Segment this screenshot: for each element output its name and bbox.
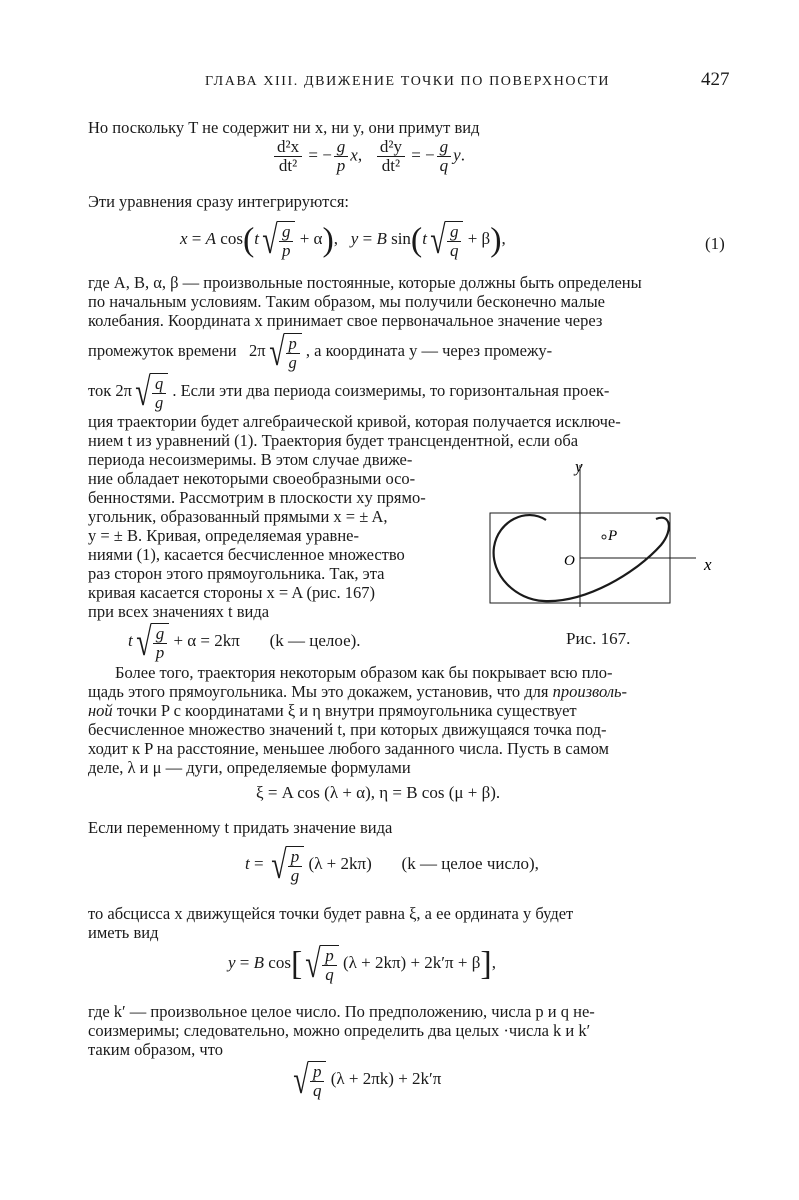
paragraph-1: Но поскольку T не содержит ни x, ни y, они примут вид [88, 118, 480, 137]
p3-line-11: угольник, образованный прямыми x = ± A, [88, 507, 388, 526]
equation-5: y = B cos[√ $\frac{p}{q}$ (λ + 2kπ) + 2k′π + β], [228, 941, 496, 986]
equation-1-number: (1) [705, 234, 725, 253]
equation-3: ξ = A cos (λ + α), η = B cos (μ + β). [256, 783, 501, 802]
figure-167 [486, 455, 726, 615]
p3-line-6: ция траектории будет алгебраической кривой, которая получается исключе- [88, 412, 621, 431]
p7-line-1: где k′ — произвольное целое число. По предположению, числа p и q не- [88, 1002, 595, 1021]
equation-tangent: t√ $\frac{g}{p}$ + α = 2kπ (k — целое). [128, 619, 361, 664]
point-p-marker [602, 535, 606, 539]
p4-line-3b: точки P с координатами ξ и η внутри прямоугольника существует [116, 701, 577, 720]
p3-line-3: колебания. Координата x принимает свое первоначальное значение через [88, 311, 603, 330]
p4-line-2 [88, 682, 627, 701]
p6-line-1: то абсцисса x движущейся точки будет равна ξ, а ее ордината y будет [88, 904, 574, 923]
equation-5-mid: (λ + 2kπ) + 2k′π + β [342, 952, 481, 972]
p4-line-3 [88, 701, 577, 720]
equation-tangent-tail: + α = 2kπ [173, 630, 240, 650]
figure-167-svg [486, 455, 726, 615]
p3-line-8: периода несоизмеримы. В этом случае движе- [88, 450, 413, 469]
p3-line-10: бенностями. Рассмотрим в плоскости xy прямо- [88, 488, 426, 507]
equation-4: t = √ $\frac{p}{g}$ (λ + 2kπ) (k — целое число), [245, 842, 539, 887]
p4-line-6: деле, λ и μ — дуги, определяемые формулами [88, 758, 411, 777]
p3-line-4a: промежуток времени [88, 340, 237, 360]
p3-line-4: промежуток времени 2π√ $\frac{p}{g}$ , а координата y — через промежу- [88, 329, 553, 374]
p4-line-5: ходит к P на расстояние, меньшее любого заданного числа. Пусть в самом [88, 739, 609, 758]
equation-6-tail: (λ + 2πk) + 2k′π [330, 1068, 442, 1088]
figure-caption: Рис. 167. [566, 629, 631, 648]
running-title: ГЛАВА XIII. ДВИЖЕНИЕ ТОЧКИ ПО ПОВЕРХНОСТИ [205, 74, 611, 89]
p3-line-5a: ток [88, 380, 112, 400]
p3-line-14: раз сторон этого прямоугольника. Так, эта [88, 564, 385, 583]
p7-line-3: таким образом, что [88, 1040, 223, 1059]
paragraph-5: Если переменному t придать значение вида [88, 818, 393, 837]
p3-line-1: где A, B, α, β — произвольные постоянные, которые должны быть определены [88, 273, 642, 292]
paragraph-2: Эти уравнения сразу интегрируются: [88, 192, 349, 211]
p3-line-2: по начальным условиям. Таким образом, мы получили бесконечно малые [88, 292, 606, 311]
p6-line-2: иметь вид [88, 923, 159, 942]
p3-line-7: нием t из уравнений (1). Траектория будет трансцендентной, если оба [88, 431, 579, 450]
p3-line-12: y = ± B. Кривая, определяемая уравне- [88, 526, 359, 545]
p4-line-3a: ной [88, 701, 113, 720]
p3-line-13: ниями (1), касается бесчисленное множество [88, 545, 405, 564]
equation-6: √ $\frac{p}{q}$ (λ + 2πk) + 2k′π [293, 1057, 442, 1102]
p3-line-5: ток 2π√ $\frac{q}{g}$ . Если эти два периода соизмеримы, то горизонтальная проек- [88, 369, 610, 414]
p3-line-4b: , а координата y — через промежу- [305, 340, 553, 360]
page-number: 427 [701, 69, 730, 90]
p4-line-2b: произволь- [552, 682, 628, 701]
label-origin: O [564, 553, 575, 569]
label-x: x [704, 555, 712, 574]
p3-line-16: при всех значениях t вида [88, 602, 270, 621]
equation-4-note: (k — целое число), [401, 853, 539, 873]
p7-line-2: соизмеримы; следовательно, можно определить два целых ·числа k и k′ [88, 1021, 591, 1040]
equation-1: x = A cos(t√ $\frac{g}{p}$ + α), y = B sin(t√ $\frac{g}{q}$ + β), [180, 217, 506, 262]
p3-line-5b: . Если эти два периода соизмеримы, то горизонтальная проек- [172, 380, 610, 400]
label-y: y [575, 457, 583, 476]
equation-tangent-note: (k — целое). [269, 630, 361, 650]
p4-line-1: Более того, траектория некоторым образом как бы покрывает всю пло- [115, 663, 613, 682]
equation-4-tail: (λ + 2kπ) [308, 853, 372, 873]
p3-line-15: кривая касается стороны x = A (рис. 167) [88, 583, 375, 602]
p4-line-2a: щадь этого прямоугольника. Мы это докажем, установив, что для [88, 682, 549, 701]
label-point-p: P [608, 528, 618, 544]
p4-line-4: бесчисленное множество значений t, при которых движущаяся точка под- [88, 720, 607, 739]
equation-second-order: $\frac{\text{d²x}}{\text{dt²}}$ = − $\frac{g}{p}$ x, $\frac{\text{d²y}}{\text{dt²}}$ = − $\frac{g}{q}$ y. [272, 138, 465, 175]
p3-line-9: ние обладает некоторыми своеобразными осо- [88, 469, 416, 488]
